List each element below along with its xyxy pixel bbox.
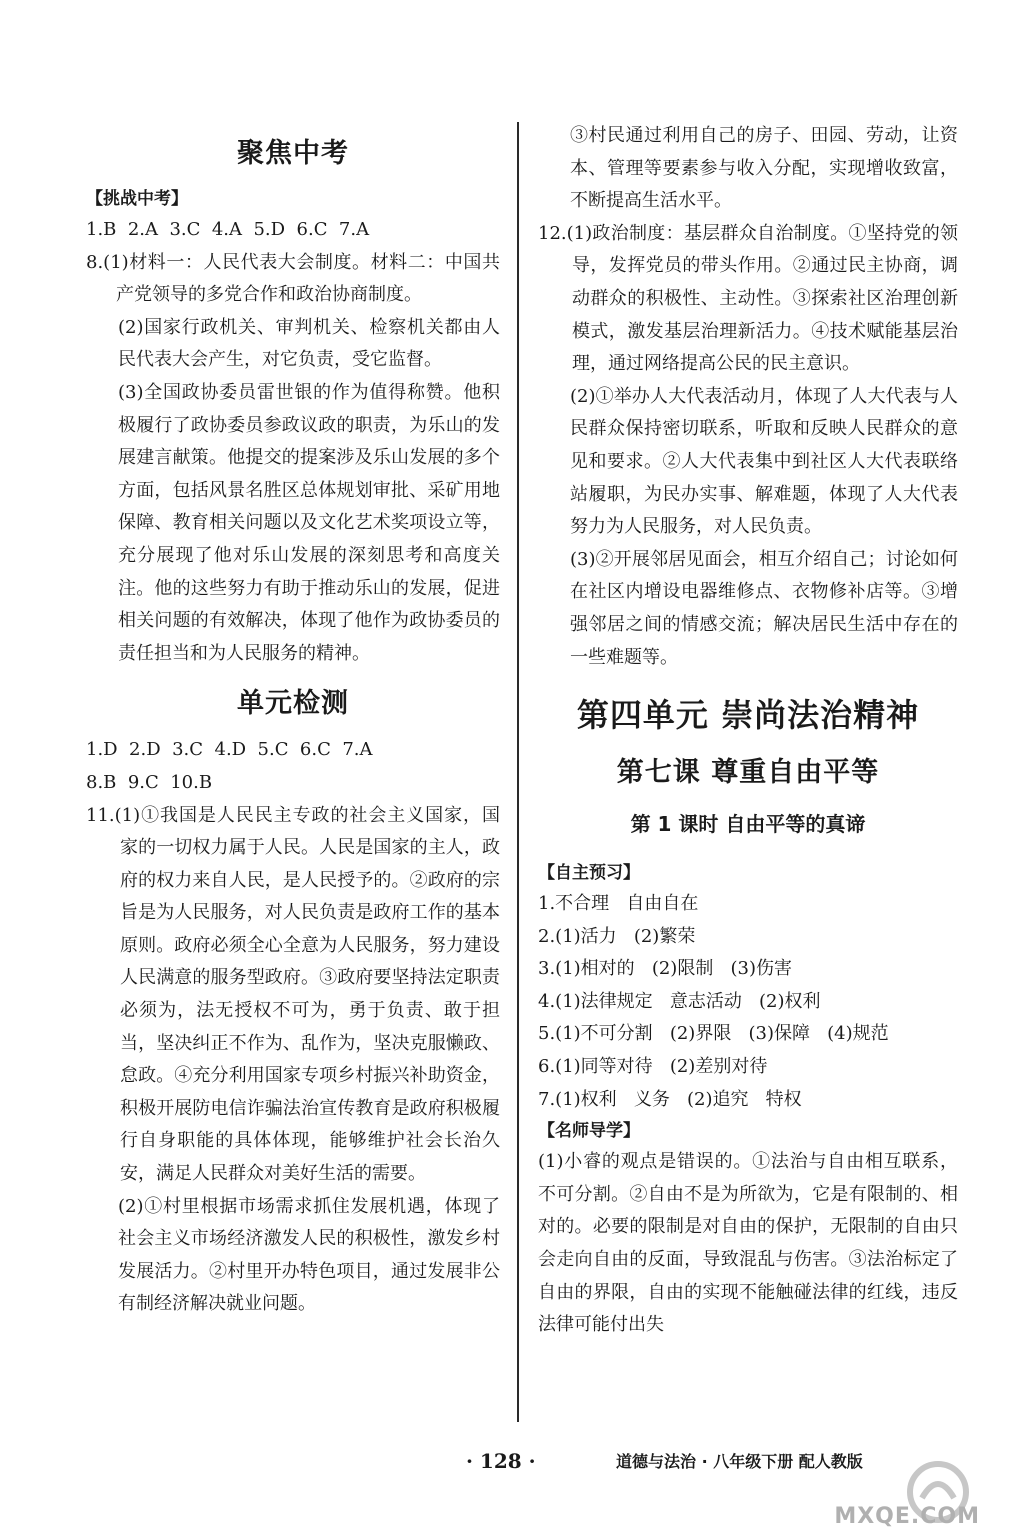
tag-challenge-exam: 【挑战中考】	[86, 189, 188, 209]
guide-answer: (1)小睿的观点是错误的。①法治与自由相互联系，不可分割。②自由不是为所欲为，它是有限制的、相对的。必要的限制是对自由的保护，无限制的自由只会走向自由的反面，导致混乱与伤害。③法治标定了自由的界限，自由的实现不能触碰法律的红线，违反法律可能付出失	[538, 1151, 958, 1336]
right-column	[538, 120, 958, 1342]
answers-unit-test-1-7: 1.D 2.D 3.C 4.D 5.C 6.C 7.A	[86, 739, 373, 761]
answer-q12-1: 12.(1)政治制度：基层群众自治制度。①坚持党的领导，发挥党员的带头作用。②通过民主协商，调动群众的积极性、主动性。③探索社区治理创新模式，激发基层治理新活力。④技术赋能基层治理，通过网络提高公民的民主意识。	[538, 222, 958, 375]
page-footer	[0, 1446, 1032, 1486]
section-title-focus-exam: 聚焦中考	[237, 138, 349, 169]
answer-q11-1: 11.(1)①我国是人民民主专政的社会主义国家，国家的一切权力属于人民。人民是国家的主人，政府的权力来自人民，是人民授予的。②政府的宗旨是为人民服务，对人民负责是政府工作的基本原则。政府必须全心全意为人民服务，努力建设人民满意的服务型政府。③政府要坚持法定职责必须为，法无授权不可为，勇于负责、敢于担当，坚决纠正不作为、乱作为，坚决克服懒政、怠政。④充分利用国家专项乡村振兴补助资金，积极开展防电信诈骗法治宣传教育是政府积极履行自身职能的具体体现，能够维护社会长治久安，满足人民群众对美好生活的需要。	[86, 804, 500, 1185]
tag-teacher-guide: 【名师导学】	[538, 1121, 640, 1142]
preview-answer: 2.(1)活力 (2)繁荣	[538, 925, 696, 947]
period-title: 第 1 课时 自由平等的真谛	[630, 812, 866, 837]
section-title-unit-test: 单元检测	[237, 688, 349, 720]
column-divider	[517, 122, 519, 1422]
preview-answer: 1.不合理 自由自在	[538, 893, 699, 915]
unit-title: 第四单元 崇尚法治精神	[576, 696, 920, 735]
tag-self-preview: 【自主预习】	[538, 863, 640, 884]
left-column	[86, 120, 500, 1321]
preview-answer: 3.(1)相对的 (2)限制 (3)伤害	[538, 958, 792, 980]
preview-answer: 6.(1)同等对待 (2)差别对待	[538, 1056, 768, 1078]
answer-q11-2: (2)①村里根据市场需求抓住发展机遇，体现了社会主义市场经济激发人民的积极性，激发乡村发展活力。②村里开办特色项目，通过发展非公有制经济解决就业问题。	[118, 1195, 500, 1315]
answer-q8-2: (2)国家行政机关、审判机关、检察机关都由人民代表大会产生，对它负责，受它监督。	[118, 316, 500, 371]
answer-q8-1: 8.(1)材料一：人民代表大会制度。材料二：中国共产党领导的多党合作和政治协商制度。	[86, 251, 500, 306]
answer-q12-3: (3)②开展邻居见面会，相互介绍自己；讨论如何在社区内增设电器维修点、衣物修补店等。③增强邻居之间的情感交流；解决居民生活中存在的一些难题等。	[570, 548, 958, 668]
answers-unit-test-8-10: 8.B 9.C 10.B	[86, 771, 213, 793]
preview-answer: 5.(1)不可分割 (2)界限 (3)保障 (4)规范	[538, 1023, 889, 1045]
answer-q12-2: (2)①举办人大代表活动月，体现了人大代表与人民群众保持密切联系，听取和反映人民群众的意见和要求。②人大代表集中到社区人大代表联络站履职，为民办实事、解难题，体现了人大代表努力为人民服务，对人民负责。	[570, 385, 958, 538]
answer-q8-3: (3)全国政协委员雷世银的作为值得称赞。他积极履行了政协委员参政议政的职责，为乐山的发展建言献策。他提交的提案涉及乐山发展的多个方面，包括风景名胜区总体规划审批、采矿用地保障、教育相关问题以及文化艺术奖项设立等，充分展现了他对乐山发展的深刻思考和高度关注。他的这些努力有助于推动乐山的发展，促进相关问题的有效解决，体现了他作为政协委员的责任担当和为人民服务的精神。	[118, 381, 500, 664]
answers-choice-1-7: 1.B 2.A 3.C 4.A 5.D 6.C 7.A	[86, 219, 370, 240]
watermark-text: MXQE.COM	[834, 1504, 980, 1529]
lesson-title: 第七课 尊重自由平等	[616, 757, 880, 789]
preview-answer: 7.(1)权利 义务 (2)追究 特权	[538, 1088, 802, 1110]
page-number: · 128 ·	[466, 1449, 536, 1473]
preview-answer: 4.(1)法律规定 意志活动 (2)权利	[538, 990, 821, 1012]
answer-q11-2-cont: ③村民通过利用自己的房子、田园、劳动，让资本、管理等要素参与收入分配，实现增收致富，不断提高生活水平。	[570, 125, 958, 212]
book-info: 道德与法治 · 八年级下册 配人教版	[616, 1452, 863, 1471]
